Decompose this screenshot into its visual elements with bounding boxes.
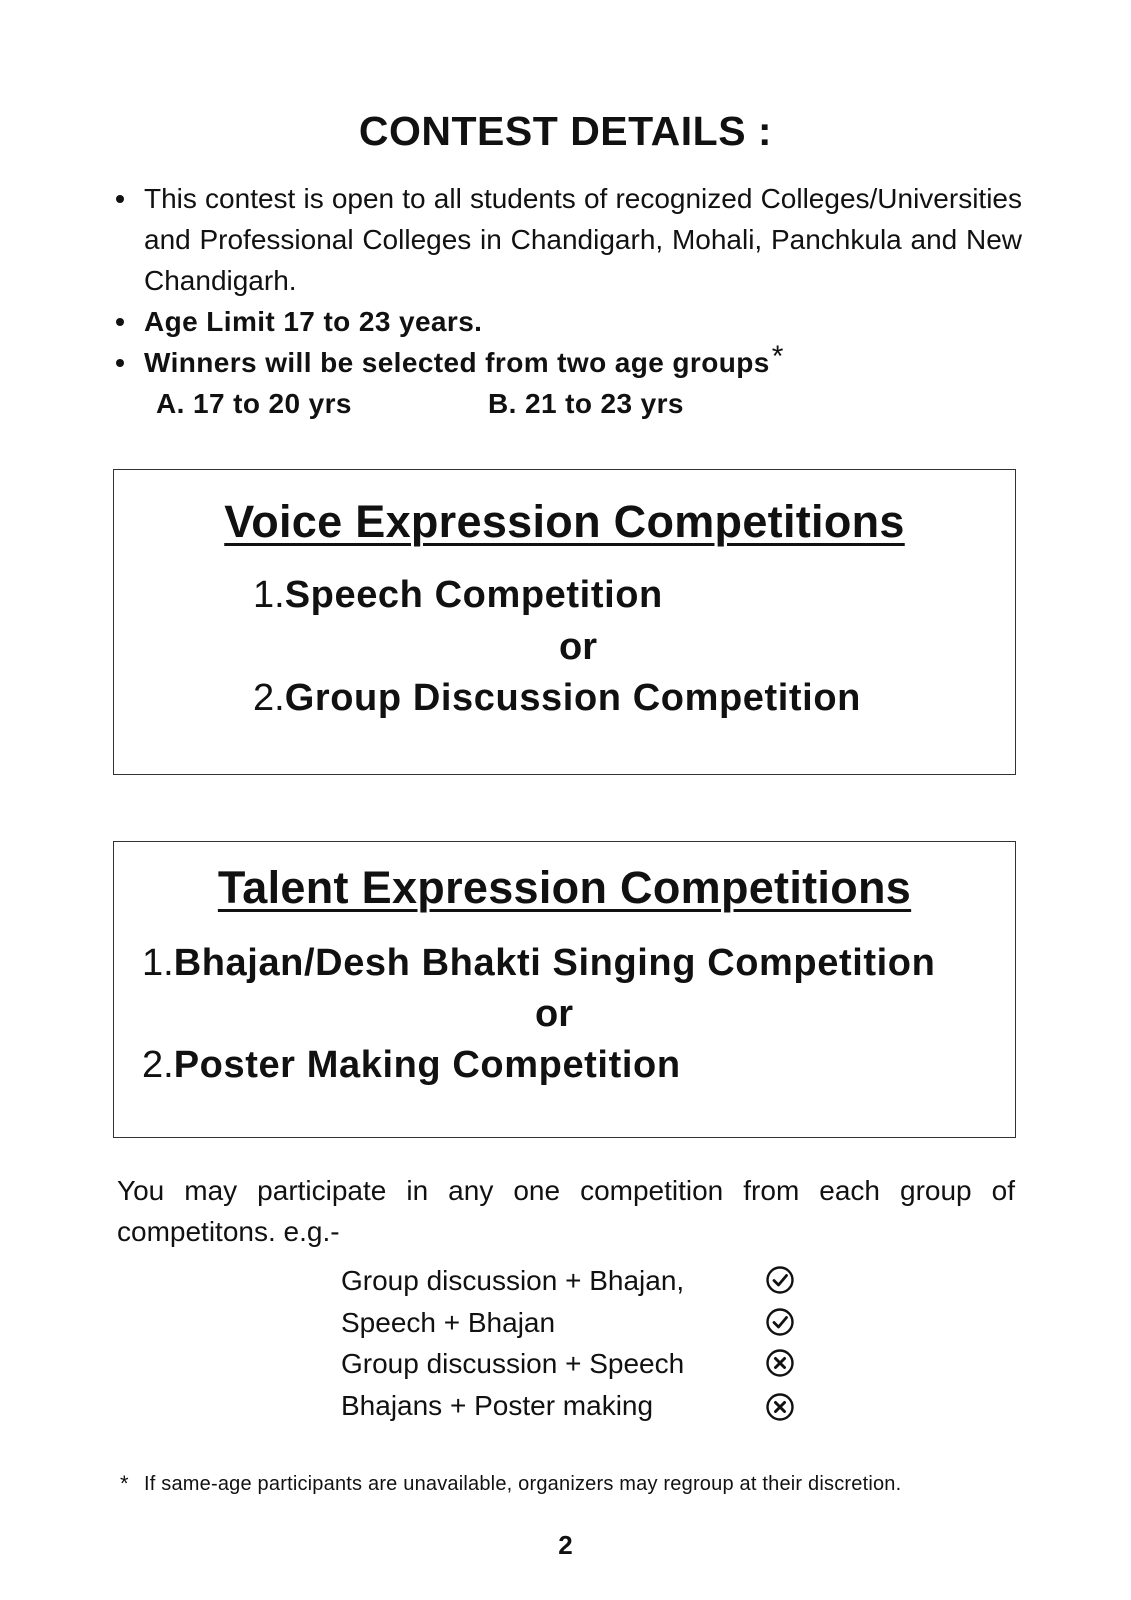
footnote-text: If same-age participants are unavailable, organizers may regroup at their discretion.: [144, 1473, 902, 1495]
page-title: CONTEST DETAILS :: [358, 108, 773, 154]
voice-item-speech: [253, 574, 663, 617]
cross-circle-icon: [765, 1392, 795, 1422]
talent-item-1-number: 1.: [142, 942, 174, 984]
talent-item-poster: [142, 1044, 681, 1087]
voice-expression-box: [113, 469, 1016, 775]
voice-expression-title: Voice Expression Competitions: [224, 496, 905, 547]
eligibility-text: This contest is open to all students of recognized Colleges/Universities and Professional Colleges in Chandigarh, Mohali, Panchkula and New Chandigarh.: [144, 183, 1022, 296]
cross-circle-icon: [765, 1348, 795, 1378]
example-text: Bhajans + Poster making: [341, 1389, 654, 1421]
contest-details-list: [116, 178, 1022, 383]
talent-item-2-number: 2.: [142, 1044, 174, 1086]
talent-expression-box: [113, 841, 1016, 1138]
example-row: [341, 1346, 801, 1388]
talent-expression-title: Talent Expression Competitions: [217, 862, 912, 913]
check-circle-icon: [765, 1265, 795, 1295]
combination-examples: [341, 1263, 801, 1429]
talent-item-bhajan: [142, 942, 935, 985]
talent-or-label: or: [535, 993, 573, 1035]
example-text: Group discussion + Bhajan,: [341, 1265, 685, 1296]
example-text: Speech + Bhajan: [341, 1306, 556, 1338]
example-row: [341, 1388, 801, 1430]
eligibility-bullet: [116, 178, 1022, 301]
page-number: 2: [558, 1530, 573, 1560]
example-row: [341, 1263, 801, 1305]
voice-item-1-label: Speech Competition: [284, 574, 663, 616]
age-groups-marker: *: [771, 340, 784, 373]
example-row: [341, 1305, 801, 1347]
voice-item-group-discussion: [253, 677, 861, 720]
voice-item-2-number: 2.: [253, 677, 285, 719]
voice-item-1-number: 1.: [253, 574, 285, 616]
age-groups-bullet: [116, 342, 1022, 383]
voice-or-label: or: [559, 626, 597, 668]
example-text: Group discussion + Speech: [341, 1348, 685, 1379]
age-group-b: B. 21 to 23 yrs: [488, 388, 684, 419]
age-limit-text: Age Limit 17 to 23 years.: [144, 306, 483, 337]
check-circle-icon: [765, 1307, 795, 1337]
talent-item-2-label: Poster Making Competition: [173, 1044, 681, 1086]
participation-note: You may participate in any one competition from each group of competitons. e.g.-: [117, 1175, 1015, 1247]
footnote-marker: *: [120, 1471, 129, 1496]
age-groups-text: Winners will be selected from two age groups: [144, 347, 770, 378]
age-limit-bullet: [116, 301, 1022, 342]
voice-item-2-label: Group Discussion Competition: [284, 677, 861, 719]
age-group-a: A. 17 to 20 yrs: [156, 388, 352, 419]
talent-item-1-label: Bhajan/Desh Bhakti Singing Competition: [173, 942, 936, 984]
